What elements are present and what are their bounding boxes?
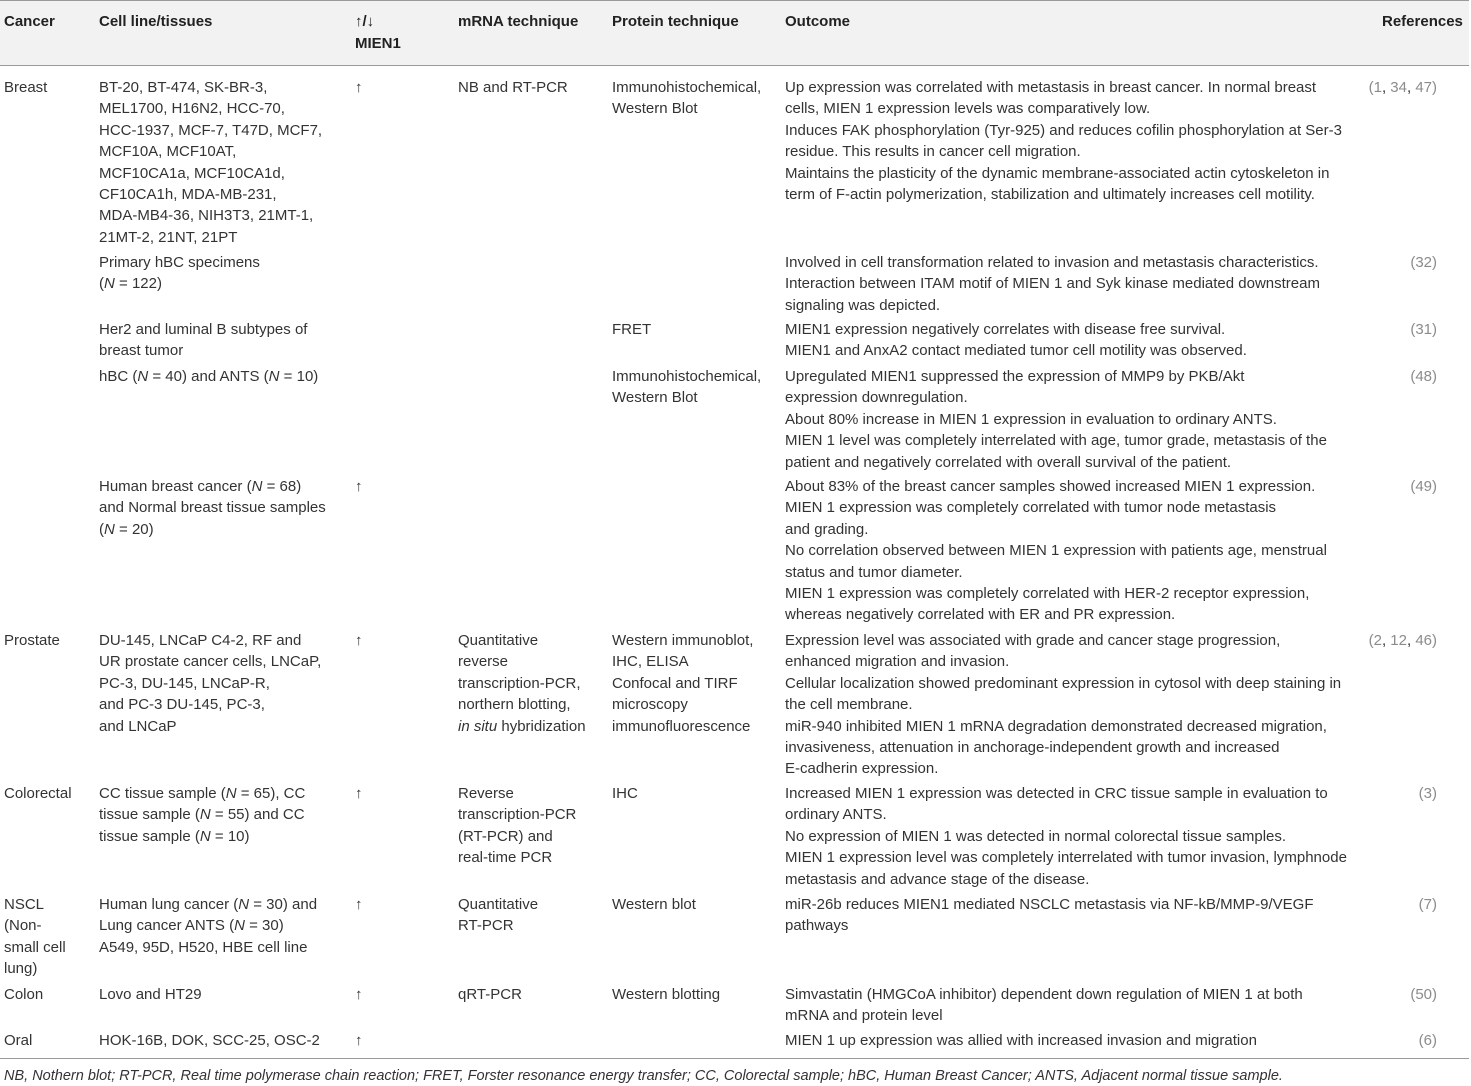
cell-line-cell <box>99 783 305 847</box>
cancer-cell-line <box>4 77 47 98</box>
italic-term: N <box>234 917 245 935</box>
paren-close: ) <box>1432 79 1437 96</box>
text-segment: Lovo and HT29 <box>99 986 202 1003</box>
italic-term: N <box>268 368 280 385</box>
reference-link[interactable]: 6 <box>1423 1032 1432 1049</box>
table-header <box>0 0 1469 66</box>
protein-technique-cell-line <box>612 77 761 98</box>
protein-technique-cell <box>612 630 753 737</box>
header-mrna: mRNA technique <box>458 13 579 30</box>
protein-technique-cell <box>612 783 638 804</box>
cell-line-cell-line <box>99 937 317 958</box>
text-segment: tissue sample ( <box>99 806 200 824</box>
cell-line-cell-line <box>99 476 326 497</box>
text-segment: (RT-PCR) and <box>458 827 553 845</box>
outcome-line: E-cadherin expression. <box>785 760 939 778</box>
protein-technique-cell-line <box>612 651 753 672</box>
text-segment: IHC, ELISA <box>612 653 689 671</box>
text-segment: transcription-PCR <box>458 806 577 824</box>
paren-open: ( <box>1410 986 1416 1003</box>
text-segment: = 10) <box>279 368 319 385</box>
outcome-line: metastasis and advance stage of the disease. <box>785 870 1090 888</box>
paren-close: ) <box>1432 632 1437 649</box>
cancer-cell-line <box>4 937 66 958</box>
protein-technique-cell-line <box>612 694 753 715</box>
cancer-cell <box>4 1030 32 1051</box>
outcome-cell <box>785 476 1327 626</box>
outcome-line: miR-26b reduces MIEN1 mediated NSCLC metastasis via NF-kB/MMP-9/VEGF <box>785 896 1314 913</box>
protein-technique-cell-line <box>612 673 753 694</box>
reference-link[interactable]: 3 <box>1423 785 1432 802</box>
text-segment: northern blotting, <box>458 696 571 714</box>
text-segment: FRET <box>612 321 652 338</box>
text-segment: Western blotting <box>612 986 721 1003</box>
outcome-cell <box>785 984 1303 1027</box>
protein-technique-cell-line <box>612 319 651 340</box>
cancer-cell <box>4 894 66 980</box>
text-segment: = 30) and <box>249 896 318 913</box>
text-segment: real-time PCR <box>458 849 553 867</box>
outcome-line: Cellular localization showed predominant expression in cytosol with deep staining in <box>785 674 1342 692</box>
outcome-line: MIEN1 and AnxA2 contact mediated tumor cell motility was observed. <box>785 342 1247 360</box>
text-segment: RT-PCR <box>458 917 514 935</box>
outcome-line: Simvastatin (HMGCoA inhibitor) dependent down regulation of MIEN 1 at both <box>785 986 1303 1003</box>
cell-line-cell <box>99 894 317 958</box>
paren-open: ( <box>1410 368 1416 385</box>
cell-line-cell-line <box>99 227 322 248</box>
cell-line-cell <box>99 319 307 362</box>
italic-term: N <box>199 806 211 824</box>
protein-technique-cell-line <box>612 984 720 1005</box>
references-cell <box>1357 366 1437 387</box>
text-segment: ( <box>99 275 104 293</box>
outcome-line: signaling was depicted. <box>785 296 941 314</box>
header-mien1: MIEN1 <box>355 35 401 52</box>
up-arrow-icon: ↑ <box>355 785 363 802</box>
mrna-technique-cell <box>458 783 576 869</box>
references-cell <box>1357 1030 1437 1051</box>
outcome-line: Upregulated MIEN1 suppressed the expression of MMP9 by PKB/Akt <box>785 368 1245 385</box>
mrna-technique-cell <box>458 984 522 1005</box>
italic-term: N <box>137 368 149 385</box>
mrna-technique-cell-line <box>458 847 576 868</box>
outcome-line: mRNA and protein level <box>785 1007 943 1025</box>
paren-open: ( <box>1410 254 1416 271</box>
reference-link[interactable]: 47 <box>1415 79 1432 96</box>
mrna-technique-cell-line <box>458 783 576 804</box>
reference-link[interactable]: 1 <box>1373 79 1382 96</box>
text-segment: reverse <box>458 653 509 671</box>
reference-link[interactable]: 31 <box>1415 321 1432 338</box>
header-protein: Protein technique <box>612 13 739 30</box>
mrna-technique-cell-line <box>458 804 576 825</box>
paren-open: ( <box>1410 321 1416 338</box>
outcome-line: Increased MIEN 1 expression was detected in CRC tissue sample in evaluation to <box>785 785 1328 802</box>
protein-technique-cell <box>612 77 761 120</box>
text-segment: immunofluorescence <box>612 717 751 735</box>
paren-open: ( <box>1418 785 1424 802</box>
italic-term: N <box>199 827 211 845</box>
outcome-line: Involved in cell transformation related to invasion and metastasis characteristics. <box>785 254 1319 271</box>
text-segment: qRT-PCR <box>458 986 522 1003</box>
outcome-line: residue. This results in cancer cell migration. <box>785 143 1081 161</box>
reference-link[interactable]: 12 <box>1390 632 1407 649</box>
reference-link[interactable]: 48 <box>1415 368 1432 385</box>
text-segment: = 40) and ANTS ( <box>148 368 269 385</box>
ref-separator: , <box>1406 79 1416 96</box>
outcome-line: Maintains the plasticity of the dynamic membrane-associated actin cytoskeleton in <box>785 164 1330 182</box>
text-segment: Human breast cancer ( <box>99 478 252 495</box>
text-segment: Quantitative <box>458 632 539 649</box>
protein-technique-cell-line <box>612 98 761 119</box>
text-segment: lung) <box>4 960 38 978</box>
outcome-line: MIEN 1 expression was completely correlated with HER-2 receptor expression, <box>785 585 1310 603</box>
paren-close: ) <box>1432 1032 1437 1049</box>
cell-line-cell <box>99 630 321 737</box>
outcome-line: MIEN 1 up expression was allied with increased invasion and migration <box>785 1032 1257 1049</box>
text-segment: = 55) and CC <box>210 806 305 824</box>
up-arrow-icon: ↑ <box>355 896 363 913</box>
cell-line-cell-line <box>99 366 318 387</box>
text-segment: microscopy <box>612 696 688 714</box>
cell-line-cell-line <box>99 273 260 294</box>
text-segment: NB and RT-PCR <box>458 79 568 96</box>
text-segment: (Non- <box>4 917 42 935</box>
cell-line-cell-line <box>99 77 322 98</box>
text-segment: MCF10CA1a, MCF10CA1d, <box>99 164 285 182</box>
bottom-rule <box>0 1058 1469 1059</box>
cell-line-cell-line <box>99 120 322 141</box>
mrna-technique-cell-line <box>458 984 522 1005</box>
text-segment: = 10) <box>210 827 250 845</box>
cell-line-cell-line <box>99 673 321 694</box>
cancer-cell-line <box>4 783 72 804</box>
up-arrow-icon: ↑ <box>355 986 363 1003</box>
cancer-cell <box>4 783 72 804</box>
outcome-line: status and tumor diameter. <box>785 563 963 581</box>
outcome-line: MIEN 1 expression level was completely interrelated with tumor invasion, lymphnode <box>785 849 1347 867</box>
text-segment: and Normal breast tissue samples <box>99 499 326 517</box>
ref-separator: , <box>1381 79 1391 96</box>
top-rule <box>0 0 1469 1</box>
text-segment: and LNCaP <box>99 717 177 735</box>
text-segment: Western Blot <box>612 389 698 407</box>
cell-line-cell-line <box>99 340 307 361</box>
protein-technique-cell-line <box>612 366 761 387</box>
outcome-cell <box>785 1030 1257 1051</box>
cell-line-cell-line <box>99 716 321 737</box>
up-arrow-icon: ↑ <box>355 478 363 495</box>
text-segment: hybridization <box>497 717 586 735</box>
text-segment: NSCL <box>4 896 45 913</box>
references-cell <box>1357 252 1437 273</box>
cancer-cell-line <box>4 984 43 1005</box>
outcome-line: Induces FAK phosphorylation (Tyr-925) and reduces cofilin phosphorylation at Ser-3 <box>785 121 1342 139</box>
outcome-line: Expression level was associated with grade and cancer stage progression, <box>785 632 1281 649</box>
text-segment: Quantitative <box>458 896 539 913</box>
cell-line-cell-line <box>99 984 202 1005</box>
cancer-cell <box>4 77 47 98</box>
cell-line-cell <box>99 366 318 387</box>
protein-technique-cell <box>612 319 651 340</box>
text-segment: MCF10A, MCF10AT, <box>99 143 237 161</box>
cell-line-cell-line <box>99 694 321 715</box>
protein-technique-cell <box>612 366 761 409</box>
cell-line-cell-line <box>99 630 321 651</box>
outcome-line: MIEN 1 expression was completely correlated with tumor node metastasis <box>785 499 1277 517</box>
cell-line-cell-line <box>99 141 322 162</box>
text-segment: UR prostate cancer cells, LNCaP, <box>99 653 322 671</box>
cancer-cell-line <box>4 958 66 979</box>
outcome-line: miR-940 inhibited MIEN 1 mRNA degradation demonstrated decreased migration, <box>785 717 1327 735</box>
mrna-technique-cell-line <box>458 915 538 936</box>
header-outcome: Outcome <box>785 13 851 30</box>
outcome-line: invasiveness, attenuation in anchorage-independent growth and increased <box>785 739 1280 757</box>
cell-line-cell-line <box>99 252 260 273</box>
references-cell <box>1357 476 1437 497</box>
mrna-technique-cell-line <box>458 673 586 694</box>
references-cell <box>1357 783 1437 804</box>
paren-close: ) <box>1432 321 1437 338</box>
cell-line-cell-line <box>99 184 322 205</box>
outcome-line: cells, MIEN 1 expression levels was comparatively low. <box>785 100 1151 118</box>
italic-term: N <box>104 520 115 538</box>
text-segment: HCC-1937, MCF-7, T47D, MCF7, <box>99 121 323 139</box>
cell-line-cell-line <box>99 98 322 119</box>
cancer-cell-line <box>4 894 66 915</box>
cell-line-cell <box>99 77 322 248</box>
cell-line-cell-line <box>99 651 321 672</box>
paren-open: ( <box>1418 896 1424 913</box>
references-cell <box>1357 984 1437 1005</box>
outcome-line: pathways <box>785 917 849 935</box>
mrna-technique-cell <box>458 77 568 98</box>
text-segment: Lung cancer ANTS ( <box>99 917 235 935</box>
text-segment: MDA-MB4-36, NIH3T3, 21MT-1, <box>99 207 314 225</box>
mrna-technique-cell-line <box>458 651 586 672</box>
cell-line-cell-line <box>99 894 317 915</box>
outcome-line: the cell membrane. <box>785 696 913 714</box>
outcome-line: MIEN 1 level was completely interrelated with age, tumor grade, metastasis of the <box>785 432 1327 450</box>
mrna-technique-cell-line <box>458 630 586 651</box>
outcome-line: MIEN1 expression negatively correlates with disease free survival. <box>785 321 1226 338</box>
text-segment: and PC-3 DU-145, PC-3, <box>99 696 265 714</box>
text-segment: Confocal and TIRF <box>612 674 738 692</box>
text-segment: = 30) <box>244 917 284 935</box>
cell-line-cell-line <box>99 319 307 340</box>
reference-link[interactable]: 46 <box>1415 632 1432 649</box>
up-arrow-icon: ↑ <box>355 79 363 96</box>
paren-close: ) <box>1432 368 1437 385</box>
text-segment: PC-3, DU-145, LNCaP-R, <box>99 674 270 692</box>
cell-line-cell-line <box>99 783 305 804</box>
cell-line-cell-line <box>99 519 326 540</box>
text-segment: hBC ( <box>99 368 138 385</box>
mrna-technique-cell-line <box>458 894 538 915</box>
text-segment: 21MT-2, 21NT, 21PT <box>99 228 238 246</box>
paren-close: ) <box>1432 986 1437 1003</box>
protein-technique-cell-line <box>612 783 638 804</box>
outcome-line: Interaction between ITAM motif of MIEN 1 and Syk kinase mediated downstream <box>785 275 1320 293</box>
up-arrow-icon: ↑ <box>355 1032 363 1049</box>
outcome-cell <box>785 630 1341 780</box>
reference-link[interactable]: 7 <box>1423 896 1432 913</box>
cancer-cell <box>4 630 60 651</box>
mrna-technique-cell-line <box>458 77 568 98</box>
cell-line-cell-line <box>99 826 305 847</box>
references-cell <box>1357 894 1437 915</box>
text-segment: Breast <box>4 79 48 96</box>
text-segment: A549, 95D, H520, HBE cell line <box>99 938 308 956</box>
protein-technique-cell-line <box>612 630 753 651</box>
text-segment: CC tissue sample ( <box>99 785 226 802</box>
outcome-line: Up expression was correlated with metastasis in breast cancer. In normal breast <box>785 79 1317 96</box>
cell-line-cell-line <box>99 804 305 825</box>
text-segment: Immunohistochemical, <box>612 368 762 385</box>
protein-technique-cell <box>612 984 720 1005</box>
text-segment: Western blot <box>612 896 696 913</box>
paren-close: ) <box>1432 478 1437 495</box>
text-segment: ( <box>99 520 104 538</box>
text-segment: = 65), CC <box>236 785 306 802</box>
paren-open: ( <box>1368 632 1374 649</box>
text-segment: Colon <box>4 986 44 1003</box>
cell-line-cell-line <box>99 1030 320 1051</box>
outcome-line: ordinary ANTS. <box>785 806 887 824</box>
ref-separator: , <box>1381 632 1391 649</box>
text-segment: MEL1700, H16N2, HCC-70, <box>99 100 285 118</box>
text-segment: Western Blot <box>612 100 698 118</box>
text-segment: Immunohistochemical, <box>612 79 762 96</box>
outcome-line: whereas negatively correlated with ER and PR expression. <box>785 606 1176 624</box>
reference-link[interactable]: 49 <box>1415 478 1432 495</box>
header-cell-line: Cell line/tissues <box>99 13 213 30</box>
text-segment: Her2 and luminal B subtypes of <box>99 321 308 338</box>
cell-line-cell <box>99 476 326 540</box>
outcome-line: enhanced migration and invasion. <box>785 653 1010 671</box>
up-arrow-icon: ↑ <box>355 632 363 649</box>
text-segment: breast tumor <box>99 342 184 360</box>
outcome-cell <box>785 894 1313 937</box>
italic-term: N <box>251 478 263 495</box>
cell-line-cell <box>99 1030 320 1051</box>
outcome-cell <box>785 783 1347 890</box>
text-segment: Prostate <box>4 632 60 649</box>
text-segment: Oral <box>4 1032 33 1049</box>
outcome-cell <box>785 252 1320 316</box>
text-segment: IHC <box>612 785 638 802</box>
mrna-technique-cell-line <box>458 694 586 715</box>
header-cancer: Cancer <box>4 13 55 30</box>
text-segment: HOK-16B, DOK, SCC-25, OSC-2 <box>99 1032 320 1049</box>
protein-technique-cell <box>612 894 696 915</box>
mrna-technique-cell-line <box>458 716 586 737</box>
cell-line-cell-line <box>99 163 322 184</box>
cell-line-cell <box>99 984 202 1005</box>
outcome-line: and grading. <box>785 520 869 538</box>
cancer-cell-line <box>4 915 66 936</box>
text-segment: Reverse <box>458 785 514 802</box>
text-segment: Primary hBC specimens <box>99 254 260 271</box>
text-segment: = 68) <box>262 478 302 495</box>
text-segment: tissue sample ( <box>99 827 200 845</box>
text-segment: = 20) <box>114 520 154 538</box>
cancer-cell-line <box>4 630 60 651</box>
outcome-line: term of F-actin polymerization, stabilization and ultimately increases cell motility. <box>785 186 1315 204</box>
paren-open: ( <box>1418 1032 1424 1049</box>
cancer-cell <box>4 984 43 1005</box>
paren-close: ) <box>1432 254 1437 271</box>
outcome-line: patient and negatively correlated with overall survival of the patient. <box>785 453 1232 471</box>
reference-link[interactable]: 32 <box>1415 254 1432 271</box>
ref-separator: , <box>1406 632 1416 649</box>
paren-open: ( <box>1410 478 1416 495</box>
text-segment: Human lung cancer ( <box>99 896 239 913</box>
text-segment: BT-20, BT-474, SK-BR-3, <box>99 79 268 96</box>
reference-link[interactable]: 50 <box>1415 986 1432 1003</box>
header-arrow: ↑/↓ <box>355 13 375 30</box>
protein-technique-cell-line <box>612 716 753 737</box>
cell-line-cell <box>99 252 260 295</box>
outcome-cell <box>785 366 1327 473</box>
cancer-cell-line <box>4 1030 32 1051</box>
text-segment: Colorectal <box>4 785 72 802</box>
references-cell <box>1357 630 1437 651</box>
text-segment: DU-145, LNCaP C4-2, RF and <box>99 632 302 649</box>
outcome-cell <box>785 319 1247 362</box>
paren-close: ) <box>1432 785 1437 802</box>
header-references: References <box>1382 13 1463 30</box>
text-segment: small cell <box>4 938 66 956</box>
references-cell <box>1357 77 1437 98</box>
mrna-technique-cell-line <box>458 826 576 847</box>
protein-technique-cell-line <box>612 894 696 915</box>
protein-technique-cell-line <box>612 387 761 408</box>
outcome-line: No correlation observed between MIEN 1 expression with patients age, menstrual <box>785 542 1327 560</box>
reference-link[interactable]: 34 <box>1390 79 1407 96</box>
italic-term: in situ <box>458 717 498 735</box>
text-segment: transcription-PCR, <box>458 674 581 692</box>
references-cell <box>1357 319 1437 340</box>
outcome-line: About 83% of the breast cancer samples showed increased MIEN 1 expression. <box>785 478 1316 495</box>
italic-term: N <box>225 785 237 802</box>
outcome-cell <box>785 77 1342 205</box>
outcome-line: About 80% increase in MIEN 1 expression in evaluation to ordinary ANTS. <box>785 410 1277 428</box>
table-footnote: NB, Nothern blot; RT-PCR, Real time polymerase chain reaction; FRET, Forster resonance energy transfer; CC, Colorectal sample; hBC, Human Breast Cancer; ANTS, Adjacent normal tissue sample. <box>4 1068 1283 1084</box>
italic-term: N <box>104 275 115 293</box>
text-segment: Western immunoblot, <box>612 632 754 649</box>
mrna-technique-cell <box>458 630 586 737</box>
text-segment: CF10CA1h, MDA-MB-231, <box>99 186 277 204</box>
mrna-technique-cell <box>458 894 538 937</box>
cell-line-cell-line <box>99 497 326 518</box>
outcome-line: No expression of MIEN 1 was detected in normal colorectal tissue samples. <box>785 827 1287 845</box>
text-segment: = 122) <box>114 275 162 293</box>
paren-open: ( <box>1368 79 1374 96</box>
reference-link[interactable]: 2 <box>1373 632 1382 649</box>
cell-line-cell-line <box>99 205 322 226</box>
cell-line-cell-line <box>99 915 317 936</box>
italic-term: N <box>238 896 250 913</box>
paren-close: ) <box>1432 896 1437 913</box>
outcome-line: expression downregulation. <box>785 389 968 407</box>
